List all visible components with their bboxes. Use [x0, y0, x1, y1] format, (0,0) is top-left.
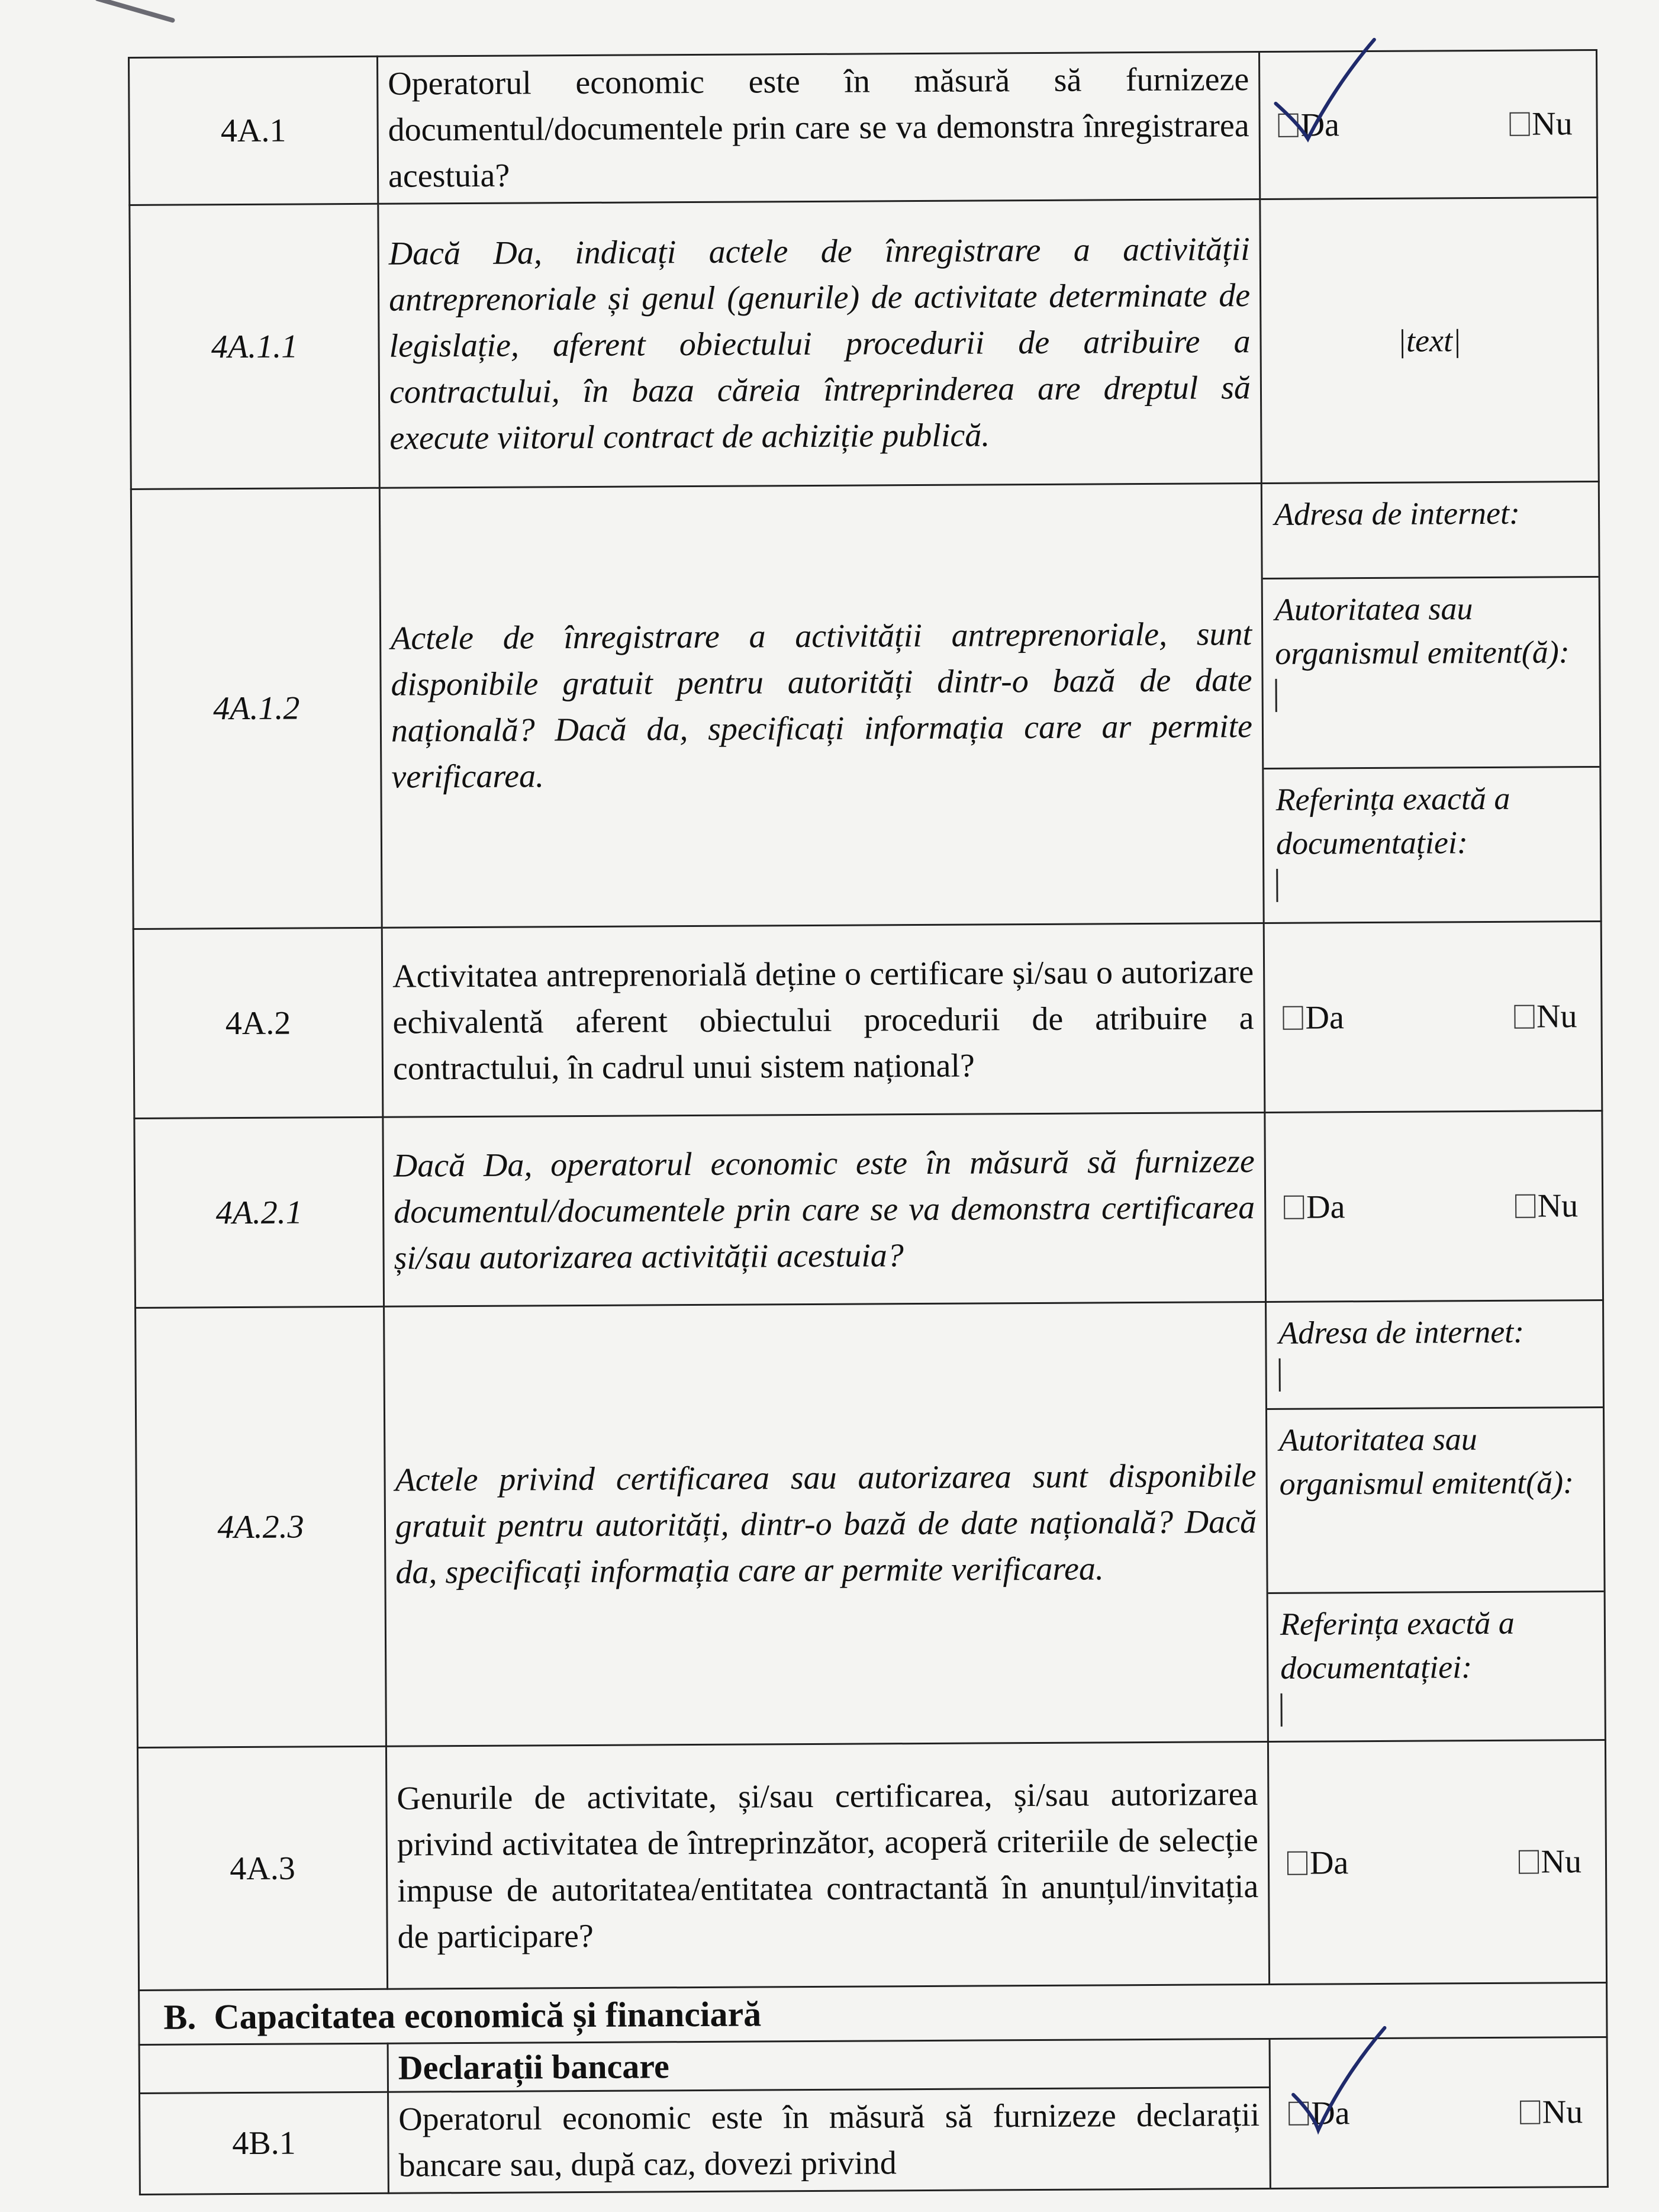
staple-mark	[95, 0, 176, 23]
field-label: Adresa de internet:	[1274, 495, 1521, 532]
table-row-4a21	[134, 1110, 1603, 1308]
section-title: Capacitatea economică și financiară	[214, 1994, 762, 2037]
row-question: Actele privind certificarea sau autorizarea sunt disponibile gratuit pentru autorități, dintr-o bază de date națională? Dacă da, specificați informația care ar permite verificarea.	[384, 1302, 1268, 1746]
row-code: 4A.3	[137, 1746, 387, 1990]
no-option[interactable]	[1509, 105, 1573, 143]
text-cursor	[1279, 1358, 1281, 1392]
field-label: Autoritatea sau organismul emitent(ă):	[1274, 591, 1570, 671]
no-option[interactable]	[1520, 2093, 1583, 2131]
subheading: Declarații bancare	[388, 2039, 1270, 2092]
row-question: Operatorul economic este în măsură să furnizeze documentul/documentele prin care se va demonstra înregistrarea acestuia?	[378, 51, 1260, 204]
row-code: 4B.1	[140, 2092, 389, 2194]
internet-address-field[interactable]	[1267, 1301, 1603, 1410]
documentation-reference-field[interactable]	[1268, 1592, 1605, 1741]
row-code: 4A.1	[129, 56, 378, 205]
row-question: Actele de înregistrare a activității antreprenoriale, sunt disponibile gratuit pentru autorități dintr-o bază de date națională? Dacă da, specificați informația care ar permite verificarea.	[379, 483, 1264, 928]
table-row-4a12	[131, 481, 1601, 929]
row-question: Dacă Da, operatorul economic este în măsură să furnizeze documentul/documentele prin care se va demonstra certificarea și/sau autorizarea activității acestuia?	[383, 1112, 1266, 1306]
yes-no-answer	[1270, 2037, 1608, 2188]
yes-label: Da	[1311, 2095, 1350, 2132]
yes-no-answer	[1265, 1110, 1603, 1302]
handwritten-checkmark-icon	[1271, 35, 1390, 148]
row-question: Dacă Da, indicați actele de înregistrare a activității antreprenoriale și genul (genurile) de activitate determinate de legislație, aferent obiectului procedurii de atribuire a contractului, în baza căreia întreprinderea are dreptul să execute viitorul contract de achiziție publică.	[378, 199, 1261, 488]
table-row-4a1	[129, 50, 1597, 205]
section-letter: B.	[163, 1997, 196, 2037]
table-row-4a23	[136, 1300, 1606, 1747]
subheading-row	[139, 2037, 1607, 2093]
documentation-reference-field[interactable]	[1264, 768, 1600, 922]
yes-option[interactable]	[1287, 1844, 1349, 1882]
issuing-authority-field[interactable]	[1267, 1408, 1604, 1594]
no-checkbox[interactable]	[1520, 2101, 1540, 2124]
row-code: 4A.2.1	[134, 1117, 384, 1308]
yes-option[interactable]	[1278, 106, 1339, 144]
eligibility-table	[128, 49, 1609, 2195]
text-cursor	[1276, 869, 1278, 902]
no-option[interactable]	[1514, 997, 1577, 1036]
no-checkbox[interactable]	[1509, 112, 1529, 136]
field-label: Autoritatea sau organismul emitent(ă):	[1279, 1421, 1574, 1502]
row-code: 4A.2.3	[136, 1306, 386, 1747]
no-label: Nu	[1542, 2094, 1583, 2131]
yes-option[interactable]	[1284, 1188, 1345, 1226]
field-label: Referința exactă a documentației:	[1275, 780, 1510, 861]
row-code: 4A.1.2	[131, 488, 382, 929]
verification-fields	[1266, 1300, 1606, 1741]
text-answer-field[interactable]: |text|	[1260, 198, 1599, 484]
yes-checkbox[interactable]	[1284, 1195, 1304, 1219]
text-cursor	[1281, 1693, 1283, 1727]
yes-option[interactable]	[1283, 999, 1344, 1037]
table-row-4a11	[130, 198, 1599, 490]
no-checkbox[interactable]	[1518, 1850, 1538, 1873]
yes-option[interactable]	[1288, 2094, 1350, 2133]
verification-fields	[1261, 481, 1601, 923]
yes-label: Da	[1309, 1844, 1349, 1882]
yes-checkbox[interactable]	[1283, 1006, 1303, 1029]
yes-label: Da	[1306, 1188, 1345, 1226]
yes-label: Da	[1300, 107, 1340, 144]
row-question: Activitatea antreprenorială deține o certificare și/sau o autorizare echivalentă aferent obiectului procedurii de atribuire a contractului, în cadrul unui sistem național?	[382, 923, 1265, 1117]
no-checkbox[interactable]	[1515, 1194, 1535, 1218]
issuing-authority-field[interactable]	[1263, 578, 1600, 769]
table-row-4a2	[133, 921, 1602, 1118]
field-label: Referința exactă a documentației:	[1280, 1605, 1515, 1686]
no-label: Nu	[1532, 105, 1573, 143]
empty-cell	[139, 2043, 388, 2093]
no-label: Nu	[1536, 997, 1577, 1035]
text-cursor	[1275, 679, 1277, 712]
no-label: Nu	[1541, 1843, 1582, 1881]
no-option[interactable]	[1515, 1187, 1579, 1225]
row-question: Operatorul economic este în măsură să furnizeze declarații bancare sau, după caz, dovezi privind	[388, 2087, 1271, 2193]
internet-address-field[interactable]	[1262, 482, 1599, 579]
no-checkbox[interactable]	[1514, 1004, 1534, 1028]
yes-no-answer	[1264, 921, 1602, 1112]
table-row-4a3	[137, 1740, 1606, 1990]
yes-label: Da	[1305, 999, 1344, 1036]
no-option[interactable]	[1518, 1843, 1581, 1881]
handwritten-checkmark-icon	[1281, 2023, 1400, 2136]
yes-checkbox[interactable]	[1287, 1851, 1307, 1875]
yes-no-answer	[1268, 1740, 1606, 1984]
form-sheet	[128, 49, 1607, 2195]
row-code: 4A.2	[133, 928, 383, 1118]
yes-no-answer	[1259, 50, 1597, 199]
row-question: Genurile de activitate, și/sau certificarea, și/sau autorizarea privind activitatea de întreprinzător, acoperă criteriile de selecție impuse de autoritatea/entitatea contractantă în anunțul/invitația de participare?	[386, 1741, 1269, 1989]
no-label: Nu	[1537, 1187, 1579, 1225]
row-code: 4A.1.1	[130, 204, 380, 489]
field-label: Adresa de internet:	[1278, 1313, 1525, 1351]
